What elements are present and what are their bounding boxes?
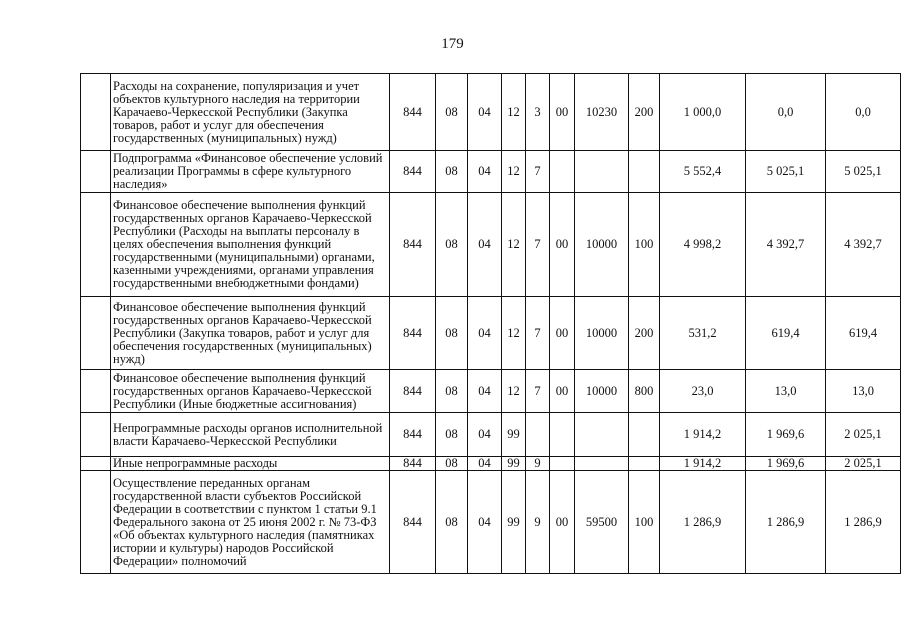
sum-year-2-cell: 0,0 [746,74,826,151]
ministry-code-cell: 844 [390,471,436,574]
row-blank-cell [81,297,111,370]
subsection-code-cell: 04 [468,457,502,471]
program-code-cell: 99 [502,457,526,471]
page-number: 179 [441,36,464,52]
subprogram-code-cell: 7 [526,193,550,297]
ministry-code-cell: 844 [390,193,436,297]
expense-type-code-cell: 100 [629,193,660,297]
section-code-cell: 08 [436,297,468,370]
table-row [81,151,901,193]
row-name-cell: Непрограммные расходы органов исполнительной власти Карачаево-Черкесской Республики [111,413,390,457]
expense-type-code-cell: 200 [629,74,660,151]
table-row [81,413,901,457]
ministry-code-cell: 844 [390,413,436,457]
expense-type-code-cell: 800 [629,370,660,413]
section-code-cell: 08 [436,151,468,193]
sum-year-1-cell: 1 286,9 [660,471,746,574]
direction-code-cell [575,151,629,193]
main-event-code-cell: 00 [550,471,575,574]
program-code-cell: 12 [502,297,526,370]
section-code-cell: 08 [436,74,468,151]
subprogram-code-cell: 7 [526,151,550,193]
program-code-cell: 99 [502,471,526,574]
subprogram-code-cell: 9 [526,457,550,471]
subprogram-code-cell: 7 [526,297,550,370]
row-blank-cell [81,151,111,193]
section-code-cell: 08 [436,370,468,413]
row-name-cell: Финансовое обеспечение выполнения функций государственных органов Карачаево-Черкесской Республики (Иные бюджетные ассигнования) [111,370,390,413]
table-row [81,471,901,574]
subsection-code-cell: 04 [468,471,502,574]
expense-type-code-cell [629,413,660,457]
row-name-cell: Иные непрограммные расходы [111,457,390,471]
subprogram-code-cell: 3 [526,74,550,151]
sum-year-1-cell: 23,0 [660,370,746,413]
sum-year-3-cell: 2 025,1 [826,413,901,457]
sum-year-1-cell: 531,2 [660,297,746,370]
direction-code-cell: 10000 [575,370,629,413]
expense-type-code-cell: 200 [629,297,660,370]
row-name-cell: Финансовое обеспечение выполнения функций государственных органов Карачаево-Черкесской Республики (Закупка товаров, работ и услуг для обеспечения государственных (муниципальных) нужд) [111,297,390,370]
row-blank-cell [81,457,111,471]
sum-year-1-cell: 1 914,2 [660,457,746,471]
program-code-cell: 12 [502,151,526,193]
main-event-code-cell [550,413,575,457]
subprogram-code-cell: 9 [526,471,550,574]
table-row [81,370,901,413]
row-blank-cell [81,74,111,151]
sum-year-1-cell: 1 914,2 [660,413,746,457]
main-event-code-cell: 00 [550,193,575,297]
subsection-code-cell: 04 [468,151,502,193]
table-row [81,457,901,471]
sum-year-2-cell: 1 969,6 [746,413,826,457]
subsection-code-cell: 04 [468,413,502,457]
budget-table [80,73,901,574]
row-blank-cell [81,370,111,413]
sum-year-2-cell: 619,4 [746,297,826,370]
direction-code-cell [575,457,629,471]
sum-year-3-cell: 13,0 [826,370,901,413]
sum-year-1-cell: 1 000,0 [660,74,746,151]
row-name-cell: Расходы на сохранение, популяризация и учет объектов культурного наследия на территории Карачаево-Черкесской Республики (Закупка товаров, работ и услуг для обеспечения государственных (муниципальных) нужд) [111,74,390,151]
program-code-cell: 12 [502,370,526,413]
subsection-code-cell: 04 [468,370,502,413]
sum-year-2-cell: 5 025,1 [746,151,826,193]
sum-year-2-cell: 4 392,7 [746,193,826,297]
subsection-code-cell: 04 [468,74,502,151]
ministry-code-cell: 844 [390,151,436,193]
subsection-code-cell: 04 [468,193,502,297]
sum-year-3-cell: 619,4 [826,297,901,370]
sum-year-3-cell: 1 286,9 [826,471,901,574]
row-blank-cell [81,413,111,457]
expense-type-code-cell [629,151,660,193]
table-row [81,297,901,370]
table-body [81,74,901,574]
expense-type-code-cell: 100 [629,471,660,574]
program-code-cell: 12 [502,193,526,297]
subprogram-code-cell: 7 [526,370,550,413]
sum-year-1-cell: 4 998,2 [660,193,746,297]
row-blank-cell [81,193,111,297]
ministry-code-cell: 844 [390,457,436,471]
section-code-cell: 08 [436,471,468,574]
sum-year-3-cell: 5 025,1 [826,151,901,193]
direction-code-cell: 10000 [575,297,629,370]
sum-year-1-cell: 5 552,4 [660,151,746,193]
row-name-cell: Финансовое обеспечение выполнения функций государственных органов Карачаево-Черкесской Республики (Расходы на выплаты персоналу в целях обеспечения выполнения функций государственными (муниципальными) органами, казенными учреждениями, органами управления государственными внебюджетными фондами) [111,193,390,297]
main-event-code-cell: 00 [550,370,575,413]
row-blank-cell [81,471,111,574]
sum-year-3-cell: 2 025,1 [826,457,901,471]
section-code-cell: 08 [436,413,468,457]
sum-year-3-cell: 4 392,7 [826,193,901,297]
table-row [81,193,901,297]
direction-code-cell: 10000 [575,193,629,297]
direction-code-cell: 10230 [575,74,629,151]
ministry-code-cell: 844 [390,297,436,370]
main-event-code-cell [550,457,575,471]
ministry-code-cell: 844 [390,370,436,413]
subsection-code-cell: 04 [468,297,502,370]
table-row [81,74,901,151]
expense-type-code-cell [629,457,660,471]
main-event-code-cell: 00 [550,297,575,370]
section-code-cell: 08 [436,457,468,471]
sum-year-3-cell: 0,0 [826,74,901,151]
main-event-code-cell [550,151,575,193]
section-code-cell: 08 [436,193,468,297]
sum-year-2-cell: 1 286,9 [746,471,826,574]
sum-year-2-cell: 13,0 [746,370,826,413]
row-name-cell: Осуществление переданных органам государственной власти субъектов Российской Федерации в соответствии с пунктом 1 статьи 9.1 Федерального закона от 25 июня 2002 г. № 73-ФЗ «Об объектах культурного наследия (памятниках истории и культуры) народов Российской Федерации» полномочий [111,471,390,574]
direction-code-cell [575,413,629,457]
subprogram-code-cell [526,413,550,457]
program-code-cell: 12 [502,74,526,151]
ministry-code-cell: 844 [390,74,436,151]
main-event-code-cell: 00 [550,74,575,151]
direction-code-cell: 59500 [575,471,629,574]
sum-year-2-cell: 1 969,6 [746,457,826,471]
row-name-cell: Подпрограмма «Финансовое обеспечение условий реализации Программы в сфере культурного наследия» [111,151,390,193]
program-code-cell: 99 [502,413,526,457]
